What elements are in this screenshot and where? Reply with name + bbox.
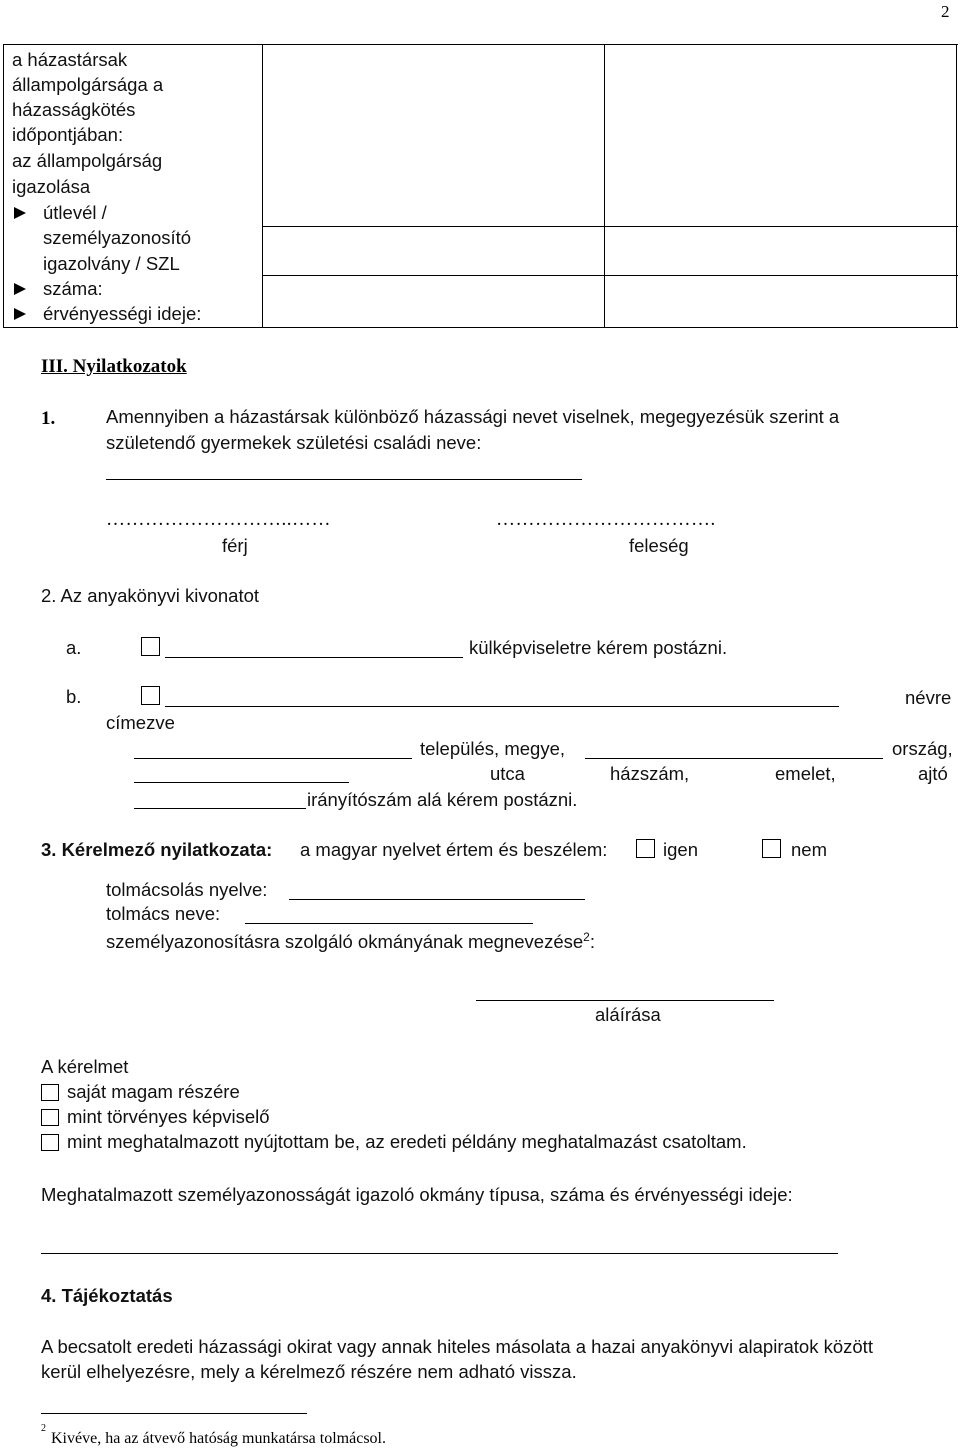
own-behalf-checkbox[interactable] xyxy=(41,1084,59,1101)
table-label-line: a házastársak xyxy=(12,49,128,70)
interpreting-language-label: tolmácsolás nyelve: xyxy=(106,879,268,900)
interpreter-name-label: tolmács neve: xyxy=(106,903,221,924)
authorized-agent-checkbox[interactable] xyxy=(41,1134,59,1151)
husband-label: férj xyxy=(222,535,248,556)
bullet-arrow-icon xyxy=(14,308,26,320)
no-checkbox[interactable] xyxy=(762,839,781,858)
street-label: utca xyxy=(490,763,525,784)
authorized-agent-label: mint meghatalmazott nyújtottam be, az eredeti példány meghatalmazást csatoltam. xyxy=(67,1131,747,1152)
item3-heading: 3. Kérelmező nyilatkozata: xyxy=(41,839,273,860)
table-label-line: időpontjában: xyxy=(12,124,124,145)
postal-code-line[interactable] xyxy=(134,808,306,809)
settlement-label: település, megye, xyxy=(420,738,566,759)
option-a-text: külképviseletre kérem postázni. xyxy=(469,637,728,658)
interpreting-language-line[interactable] xyxy=(289,899,585,900)
item-number: 1. xyxy=(41,408,56,429)
yes-label: igen xyxy=(663,839,698,860)
house-number-label: házszám, xyxy=(610,763,690,784)
wife-signature-dots[interactable]: ……………………………. xyxy=(496,509,716,530)
footnote-separator xyxy=(41,1413,307,1414)
country-line[interactable] xyxy=(585,758,883,759)
signature-label: aláírása xyxy=(595,1004,661,1025)
recipient-name-line[interactable] xyxy=(165,706,839,707)
bullet-text: útlevél / xyxy=(43,202,107,223)
option-a-checkbox[interactable] xyxy=(141,637,160,656)
option-a-line[interactable] xyxy=(165,657,463,658)
door-label: ajtó xyxy=(918,763,948,784)
option-b-label: b. xyxy=(66,686,82,707)
husband-signature-dots[interactable]: ………………………..…… xyxy=(106,509,331,530)
bullet-text: száma: xyxy=(43,278,103,299)
section-heading: III. Nyilatkozatok xyxy=(41,356,187,377)
table-label-line: az állampolgárság xyxy=(12,150,163,171)
street-line[interactable] xyxy=(134,782,349,783)
footnote-ref: 2 xyxy=(583,930,590,944)
request-intro: A kérelmet xyxy=(41,1056,129,1077)
bullet-arrow-icon xyxy=(14,283,26,295)
item3-text: a magyar nyelvet értem és beszélem: xyxy=(300,839,608,860)
table-label-line: állampolgársága a xyxy=(12,74,164,95)
bullet-text: érvényességi ideje: xyxy=(43,303,202,324)
table-label-line: igazolása xyxy=(12,176,91,197)
section4-text: A becsatolt eredeti házassági okirat vagy annak hiteles másolata a hazai anyakönyvi alapiratok között xyxy=(41,1336,873,1357)
child-surname-line[interactable] xyxy=(106,479,582,480)
section4-heading: 4. Tájékoztatás xyxy=(41,1285,173,1306)
item1-text: Amennyiben a házastársak különböző házassági nevet viselnek, megegyezésük szerint a xyxy=(106,406,840,427)
id-document-label: személyazonosításra szolgáló okmányának megnevezése$^2$: xyxy=(106,930,595,953)
footnote-mark: 2 xyxy=(41,1423,46,1434)
agent-id-line[interactable] xyxy=(41,1253,838,1254)
page-number: 2 xyxy=(941,2,950,21)
bullet-text: személyazonosító xyxy=(43,227,192,248)
wife-label: feleség xyxy=(629,535,689,556)
own-behalf-label: saját magam részére xyxy=(67,1081,240,1102)
option-b-cimezve: címezve xyxy=(106,712,175,733)
option-b-checkbox[interactable] xyxy=(141,686,160,705)
legal-representative-label: mint törvényes képviselő xyxy=(67,1106,270,1127)
footnote-text: Kivéve, ha az átvevő hatóság munkatársa tolmácsol. xyxy=(51,1430,386,1447)
bullet-text: igazolvány / SZL xyxy=(43,253,180,274)
agent-id-label: Meghatalmazott személyazonosságát igazoló okmány típusa, száma és érvényességi ideje: xyxy=(41,1184,793,1205)
settlement-line[interactable] xyxy=(134,758,412,759)
table-label-line: házasságkötés xyxy=(12,99,136,120)
interpreter-name-line[interactable] xyxy=(245,923,533,924)
item1-text: születendő gyermekek születési családi neve: xyxy=(106,432,482,453)
item2-heading: 2. Az anyakönyvi kivonatot xyxy=(41,585,260,606)
postal-code-label: irányítószám alá kérem postázni. xyxy=(307,789,578,810)
signature-line[interactable] xyxy=(476,1000,774,1001)
yes-checkbox[interactable] xyxy=(636,839,655,858)
country-label: ország, xyxy=(892,738,953,759)
no-label: nem xyxy=(791,839,827,860)
option-a-label: a. xyxy=(66,637,82,658)
bullet-arrow-icon xyxy=(14,207,26,219)
option-b-nevre: névre xyxy=(905,687,952,708)
floor-label: emelet, xyxy=(775,763,836,784)
section4-text: kerül elhelyezésre, mely a kérelmező részére nem adható vissza. xyxy=(41,1361,577,1382)
legal-representative-checkbox[interactable] xyxy=(41,1109,59,1126)
